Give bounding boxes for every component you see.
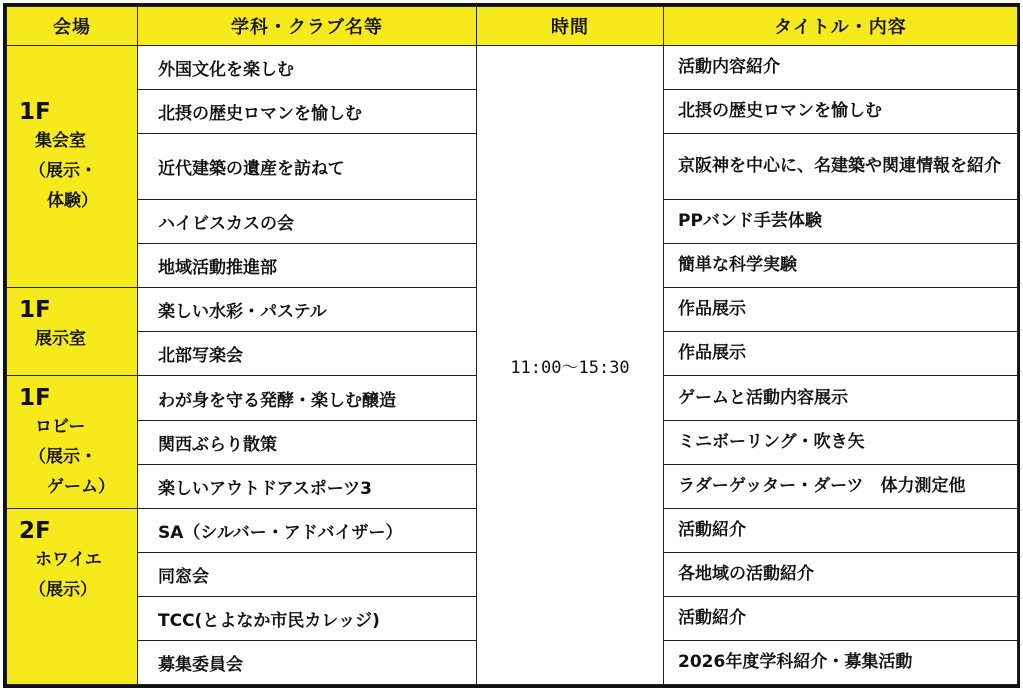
schedule-table [6,6,1018,685]
title-content: 活動紹介 [664,508,1018,552]
header-row [7,7,1018,46]
venue-floor: 1F [19,385,51,412]
club-name: わが身を守る発酵・楽しむ醸造 [138,376,477,420]
venue-cell-2f-foyer [7,508,138,684]
venue-room: ゲーム） [47,477,115,498]
schedule-table-frame [3,3,1020,688]
club-name: 北摂の歴史ロマンを愉しむ [138,90,477,134]
venue-room: 集会室 [35,131,86,151]
title-content: PPバンド手芸体験 [664,200,1018,244]
title-content: 北摂の歴史ロマンを愉しむ [664,90,1018,134]
club-name: 近代建築の遺産を訪ねて [138,134,477,200]
header-venue: 会場 [7,7,138,46]
venue-floor: 1F [19,297,51,324]
club-name: 外国文化を楽しむ [138,46,477,90]
club-name: SA（シルバー・アドバイザー） [138,508,477,552]
venue-room: 体験） [47,191,98,211]
venue-room: （展示） [29,579,97,600]
title-content: ミニボーリング・吹き矢 [664,420,1018,464]
club-name: 関西ぶらり散策 [138,420,477,464]
title-content: ラダーゲッター・ダーツ 体力測定他 [664,464,1018,508]
title-content: 作品展示 [664,332,1018,376]
venue-floor: 1F [19,99,51,125]
title-content: 作品展示 [664,288,1018,332]
club-name: 北部写楽会 [138,332,477,376]
time-cell: 11:00〜15:30 [477,46,664,685]
venue-room: ロビー [35,417,86,438]
header-title: タイトル・内容 [664,7,1018,46]
venue-room: ホワイエ [35,549,102,570]
title-content: 京阪神を中心に、名建築や関連情報を紹介 [664,134,1018,200]
venue-room: （展示・ [29,161,97,181]
venue-room: （展示・ [29,447,97,468]
club-name: 地域活動推進部 [138,244,477,288]
club-name: 楽しいアウトドアスポーツ3 [138,464,477,508]
club-name: 楽しい水彩・パステル [138,288,477,332]
title-content: 2026年度学科紹介・募集活動 [664,640,1018,684]
club-name: ハイビスカスの会 [138,200,477,244]
venue-floor: 2F [19,517,51,544]
table-row [7,46,1018,90]
venue-cell-1f-assembly [7,46,138,288]
venue-room: 展示室 [35,329,86,350]
header-club: 学科・クラブ名等 [138,7,477,46]
club-name: TCC(とよなか市民カレッジ) [138,596,477,640]
title-content: 活動紹介 [664,596,1018,640]
title-content: 活動内容紹介 [664,46,1018,90]
title-content: 各地域の活動紹介 [664,552,1018,596]
club-name: 募集委員会 [138,640,477,684]
title-content: ゲームと活動内容展示 [664,376,1018,420]
header-time: 時間 [477,7,664,46]
title-content: 簡単な科学実験 [664,244,1018,288]
venue-cell-1f-exhibition [7,288,138,376]
club-name: 同窓会 [138,552,477,596]
venue-cell-1f-lobby [7,376,138,508]
